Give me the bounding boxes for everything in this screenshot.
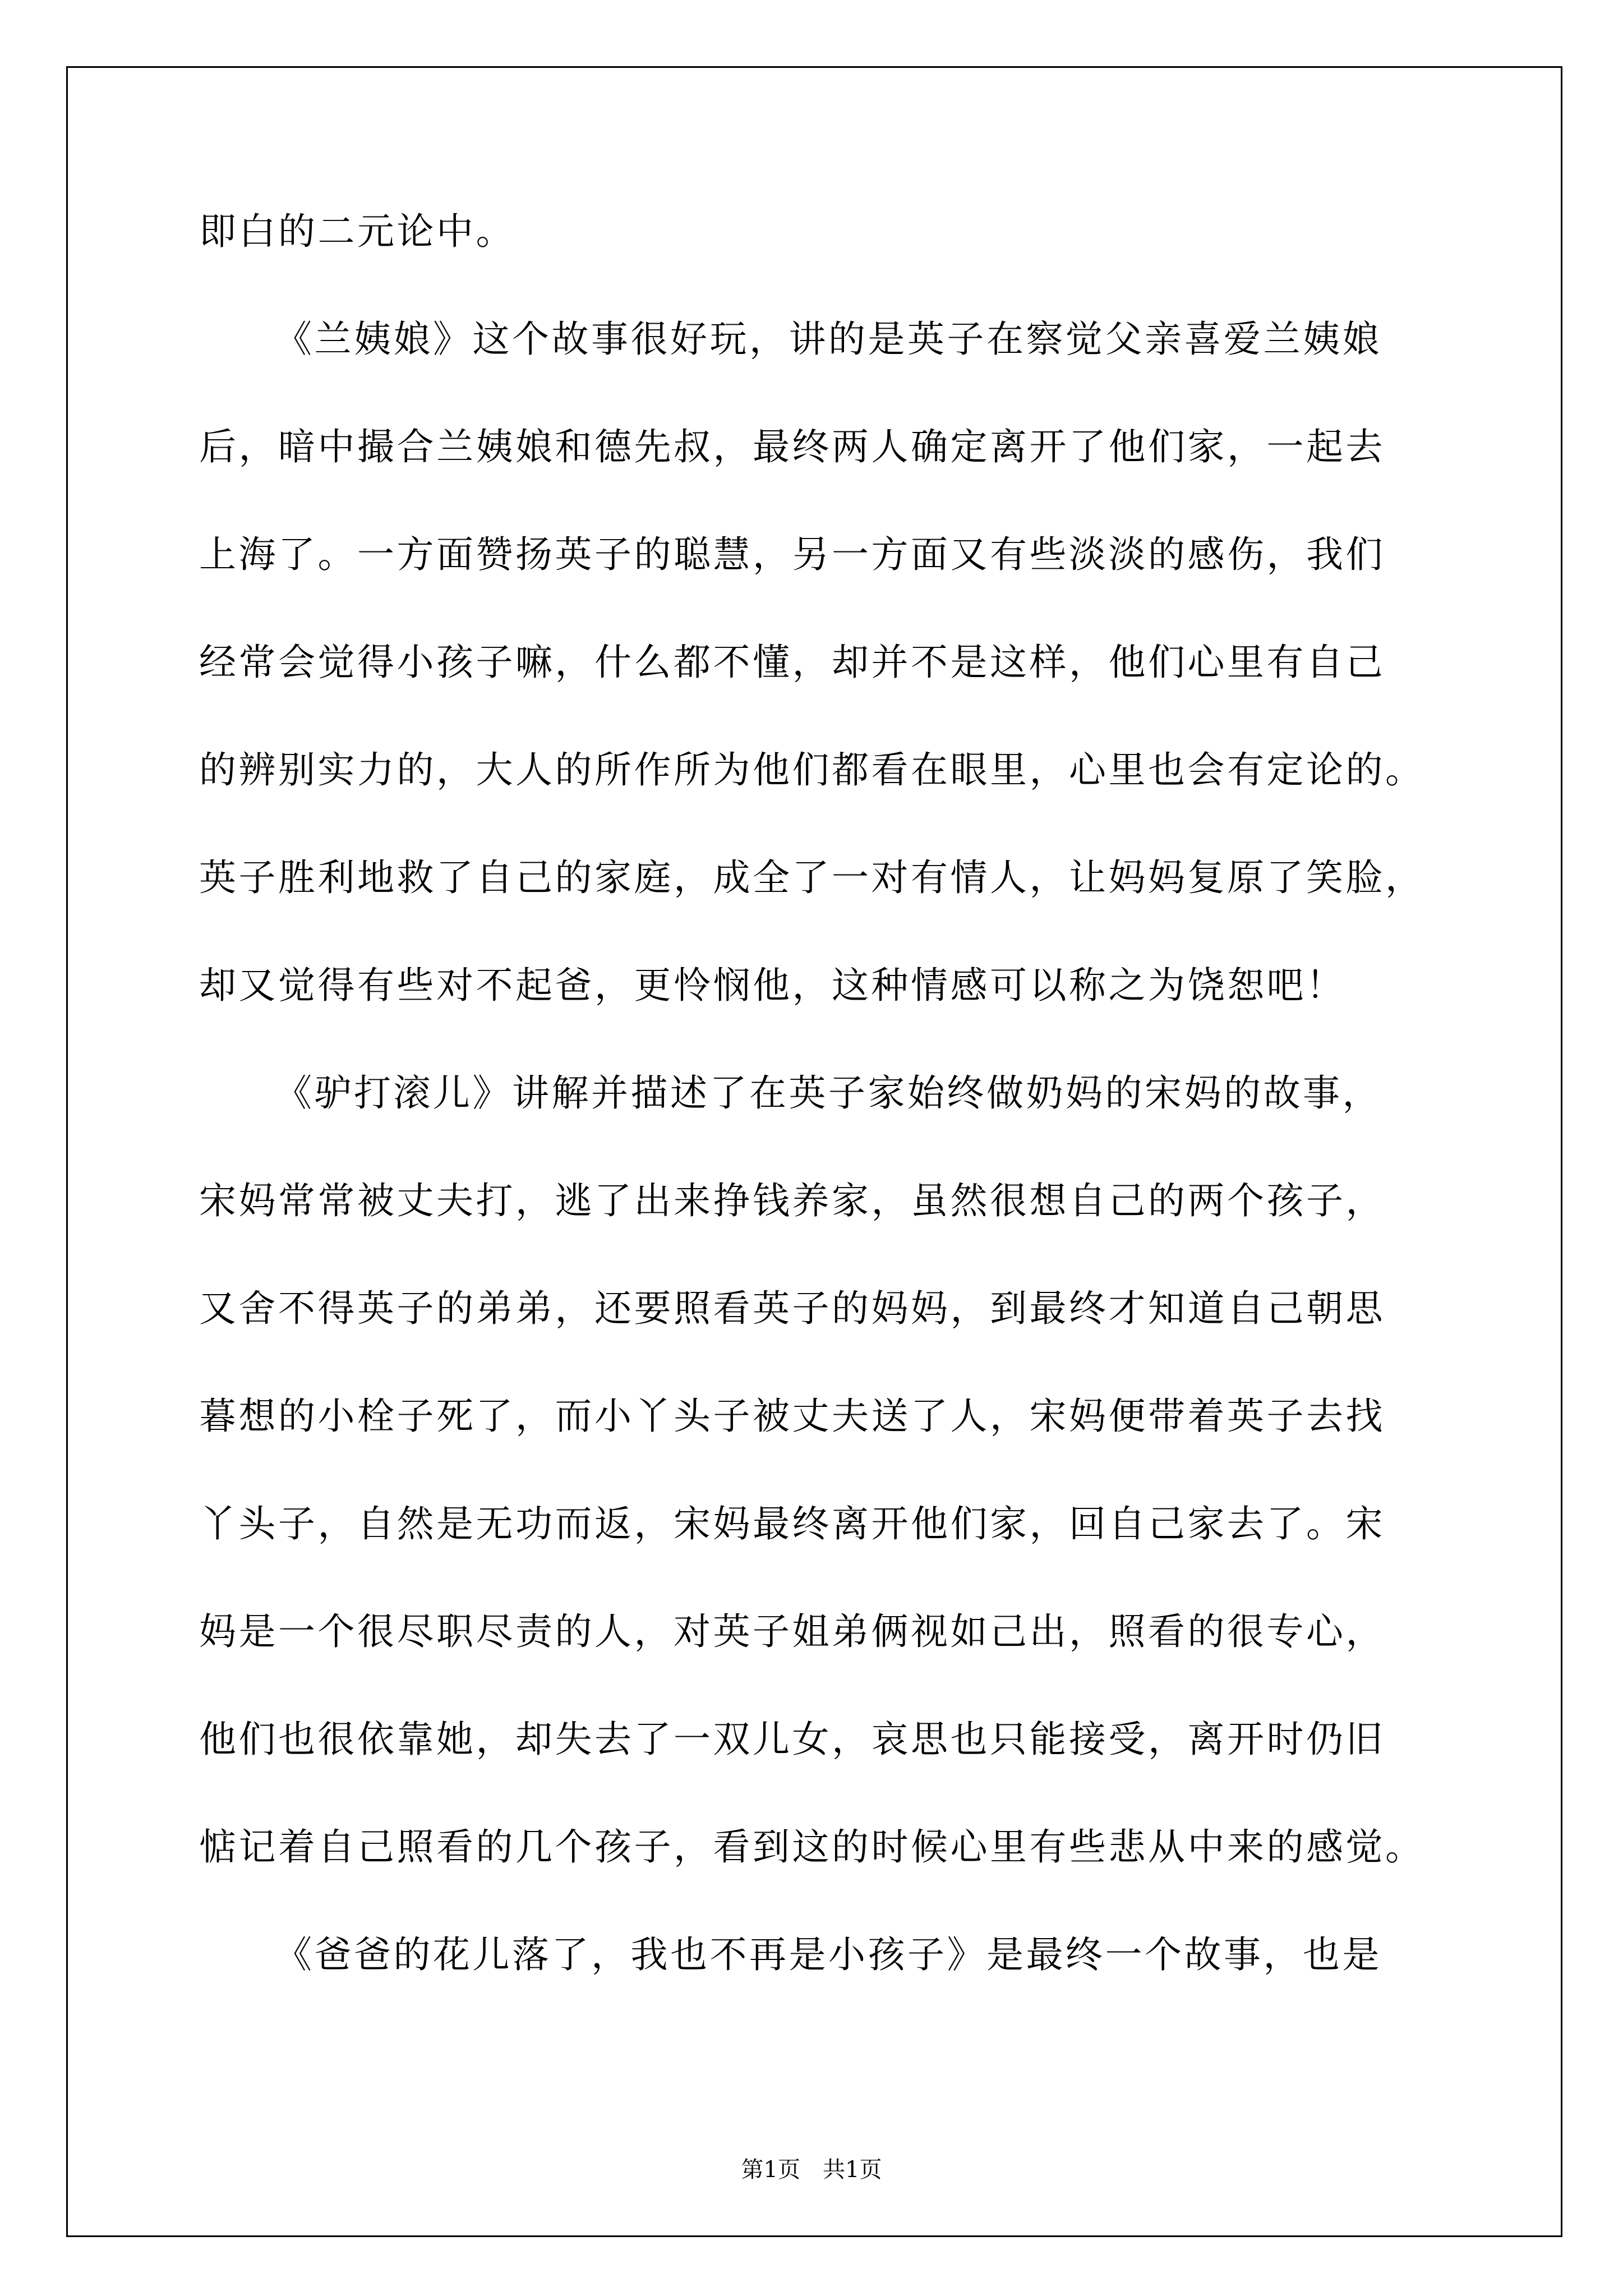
- text-line: 惦记着自己照看的几个孩子，看到这的时候心里有些悲从中来的感觉。: [199, 1825, 1425, 1869]
- text-line: 却又觉得有些对不起爸，更怜悯他，这种情感可以称之为饶恕吧！: [199, 964, 1346, 1007]
- text-line: 妈是一个很尽职尽责的人，对英子姐弟俩视如己出，照看的很专心，: [199, 1610, 1385, 1653]
- paragraph-start-line: 《兰姨娘》这个故事很好玩，讲的是英子在察觉父亲喜爱兰姨娘: [275, 318, 1382, 361]
- paragraph-start-line: 《爸爸的花儿落了，我也不再是小孩子》是最终一个故事，也是: [275, 1933, 1382, 1976]
- text-line: 即白的二元论中。: [199, 210, 515, 253]
- text-line: 宋妈常常被丈夫打，逃了出来挣钱养家，虽然很想自己的两个孩子，: [199, 1179, 1385, 1222]
- paragraph-start-line: 《驴打滚儿》讲解并描述了在英子家始终做奶妈的宋妈的故事，: [275, 1071, 1382, 1115]
- document-body: [199, 210, 1433, 2044]
- text-line: 经常会觉得小孩子嘛，什么都不懂，却并不是这样，他们心里有自己: [199, 641, 1385, 684]
- text-line: 暮想的小栓子死了，而小丫头子被丈夫送了人，宋妈便带着英子去找: [199, 1395, 1385, 1438]
- text-line: 的辨别实力的，大人的所作所为他们都看在眼里，心里也会有定论的。: [199, 748, 1425, 792]
- text-line: 丫头子，自然是无功而返，宋妈最终离开他们家，回自己家去了。宋: [199, 1502, 1385, 1545]
- page-number-footer: 第1页 共1页: [741, 2157, 882, 2183]
- text-line: 上海了。一方面赞扬英子的聪慧，另一方面又有些淡淡的感伤，我们: [199, 533, 1385, 576]
- text-line: 又舍不得英子的弟弟，还要照看英子的妈妈，到最终才知道自己朝思: [199, 1287, 1385, 1330]
- text-line: 后，暗中撮合兰姨娘和德先叔，最终两人确定离开了他们家，一起去: [199, 425, 1385, 468]
- text-line: 英子胜利地救了自己的家庭，成全了一对有情人，让妈妈复原了笑脸，: [199, 856, 1425, 899]
- text-line: 他们也很依靠她，却失去了一双儿女，哀思也只能接受，离开时仍旧: [199, 1718, 1385, 1761]
